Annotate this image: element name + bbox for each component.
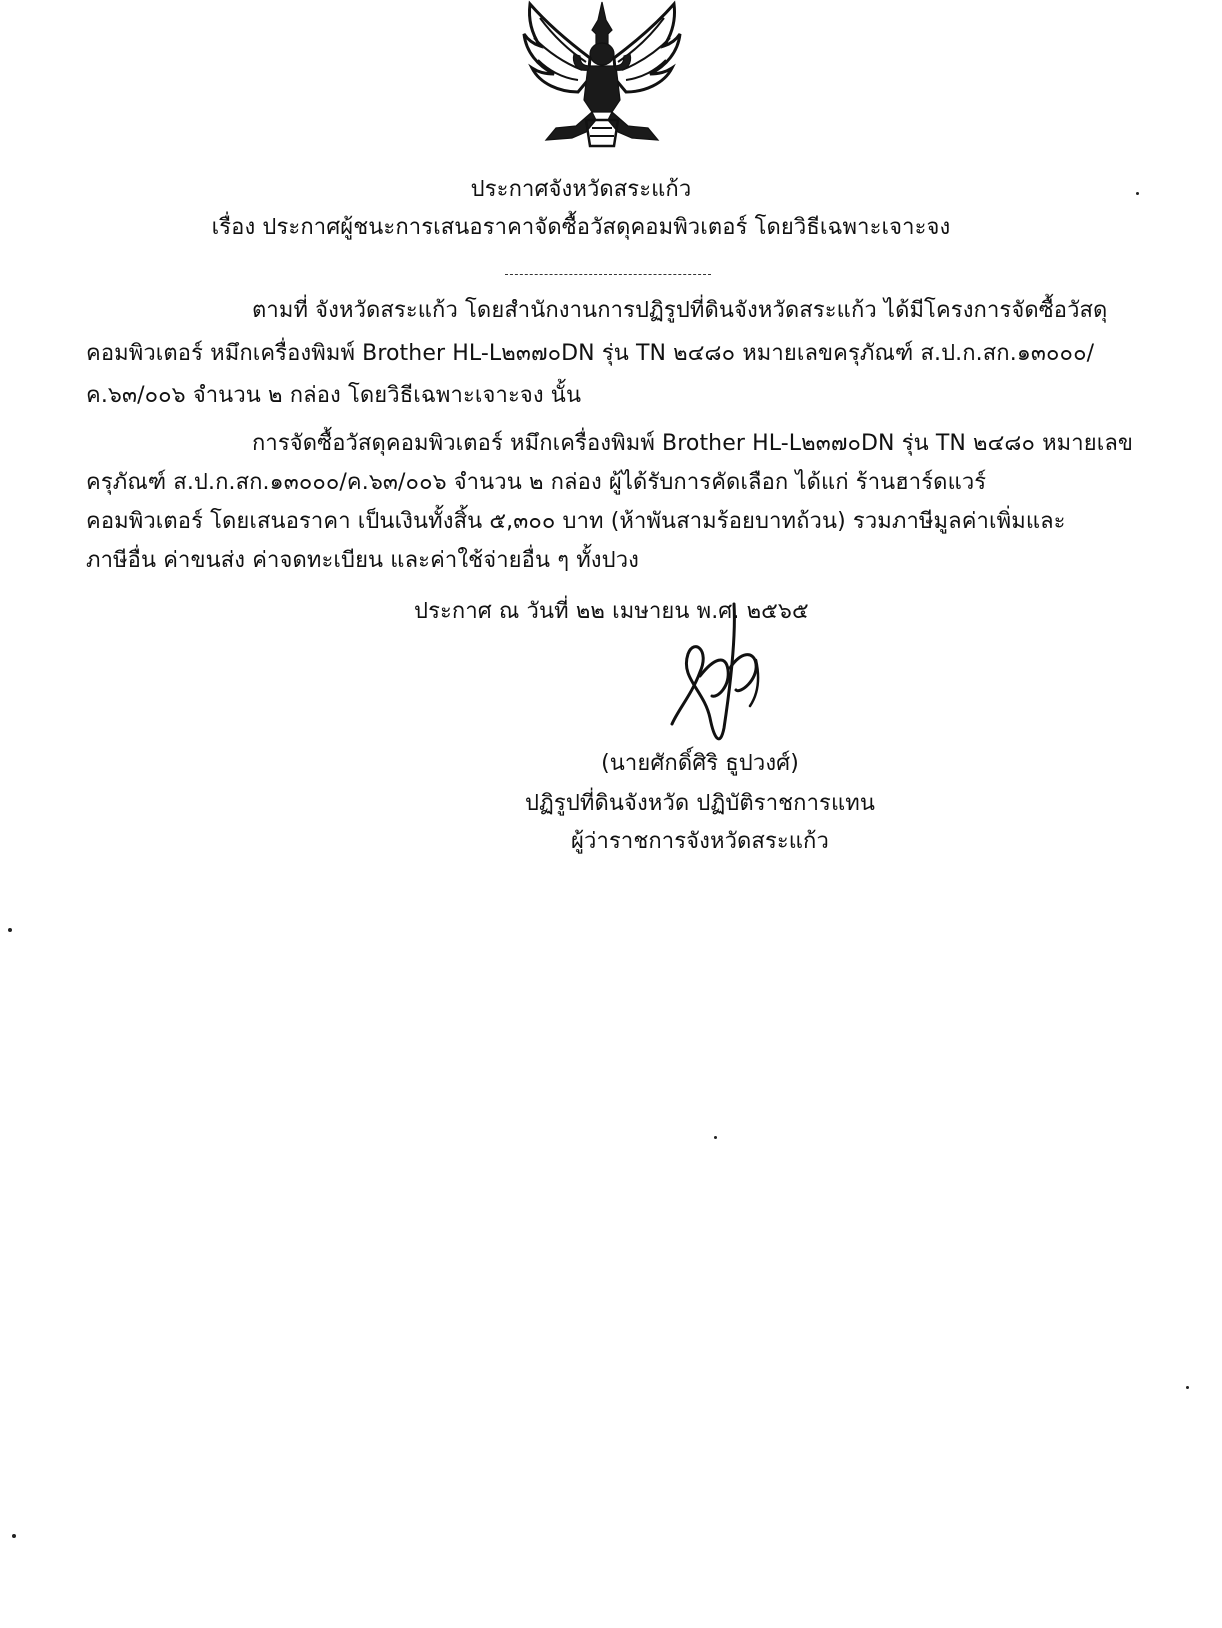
announcement-title: ประกาศจังหวัดสระแก้ว [470,177,692,202]
scan-speck [714,1136,717,1139]
paragraph2-line1: การจัดซื้อวัสดุคอมพิวเตอร์ หมึกเครื่องพิมพ์ Brother HL-L๒๓๗๐DN รุ่น TN ๒๔๘๐ หมายเลข [252,431,1134,456]
paragraph2-line4: ภาษีอื่น ค่าขนส่ง ค่าจดทะเบียน และค่าใช้จ่ายอื่น ๆ ทั้งปวง [86,548,640,573]
signatory-office: ผู้ว่าราชการจังหวัดสระแก้ว [571,829,829,854]
scan-speck [1186,1386,1189,1389]
paragraph2-line2: ครุภัณฑ์ ส.ป.ก.สก.๑๓๐๐๐/ค.๖๓/๐๐๖ จำนวน ๒ กล่อง ผู้ได้รับการคัดเลือก ได้แก่ ร้านฮาร์ดแวร์ [86,470,987,495]
header-divider [505,274,711,275]
paragraph1-line2: คอมพิวเตอร์ หมึกเครื่องพิมพ์ Brother HL-L๒๓๗๐DN รุ่น TN ๒๔๘๐ หมายเลขครุภัณฑ์ ส.ป.ก.สก.๑๓๐๐๐/ [86,341,1095,366]
scan-speck [1136,192,1139,195]
scan-speck [8,928,12,932]
announcement-subject: เรื่อง ประกาศผู้ชนะการเสนอราคาจัดซื้อวัสดุคอมพิวเตอร์ โดยวิธีเฉพาะเจาะจง [211,215,951,240]
paragraph1-line3: ค.๖๓/๐๐๖ จำนวน ๒ กล่อง โดยวิธีเฉพาะเจาะจง นั้น [86,383,582,408]
signatory-position: ปฏิรูปที่ดินจังหวัด ปฏิบัติราชการแทน [524,791,875,816]
scan-speck [12,1534,16,1538]
paragraph2-line3: คอมพิวเตอร์ โดยเสนอราคา เป็นเงินทั้งสิ้น ๕,๓๐๐ บาท (ห้าพันสามร้อยบาทถ้วน) รวมภาษีมูลค่าเพิ่มและ [86,509,1066,534]
handwritten-signature [670,598,790,768]
signatory-name: (นายศักดิ์ศิริ ธูปวงศ์) [601,751,799,776]
announcement-date: ประกาศ ณ วันที่ ๒๒ เมษายน พ.ศ. ๒๕๖๕ [414,599,809,624]
garuda-emblem-icon [516,0,688,150]
paragraph1-line1: ตามที่ จังหวัดสระแก้ว โดยสำนักงานการปฏิรูปที่ดินจังหวัดสระแก้ว ได้มีโครงการจัดซื้อวัสดุ [252,298,1108,323]
